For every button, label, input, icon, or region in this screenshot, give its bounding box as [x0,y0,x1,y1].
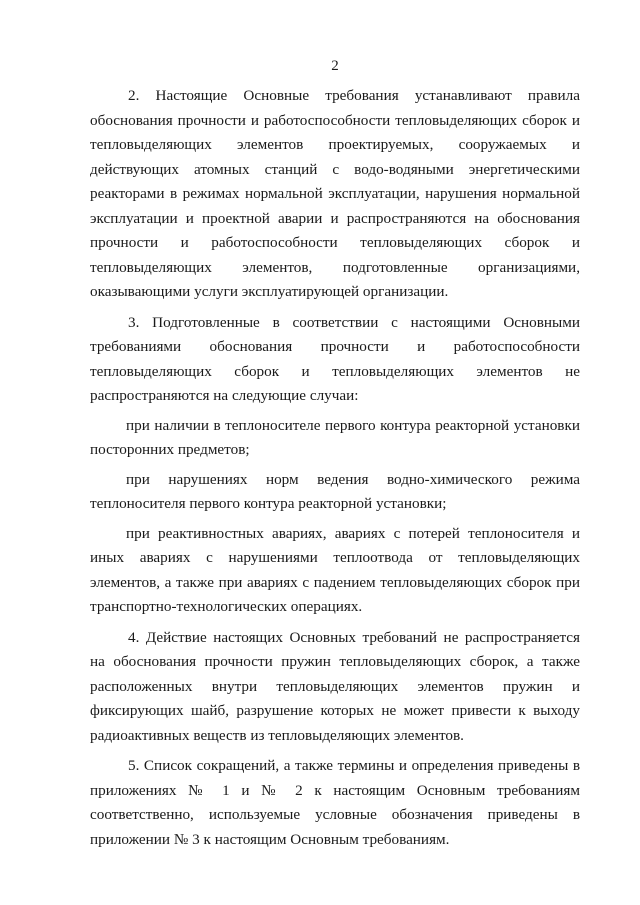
document-body [90,84,580,852]
page-number: 2 [331,58,339,74]
paragraph-4: 4. Действие настоящих Основных требований не распространяется на обоснования прочности пружин тепловыделяющих сборок, а также расположенных внутри тепловыделяющих элементов пружин и фиксирующих шайб, разрушение которых не может привести к выходу радиоактивных веществ из тепловыделяющих элементов. [90,628,580,744]
paragraph-3-case-foreign-objects: при наличии в теплоносителе первого контура реакторной установки посторонних предметов; [90,416,580,458]
paragraph-3-case-accidents: при реактивностных авариях, авариях с потерей теплоносителя и иных авариях с нарушениями теплоотвода от тепловыделяющих элементов, а также при авариях с падением тепловыделяющих сборок при транспортно-технологических операциях. [90,524,580,615]
paragraph-5: 5. Список сокращений, а также термины и определения приведены в приложениях № 1 и № 2 к настоящим Основным требованиям соответственно, используемые условные обозначения приведены в приложении № 3 к настоящим Основным требованиям. [90,757,580,848]
paragraph-3-case-water-chemistry: при нарушениях норм ведения водно-химического режима теплоносителя первого контура реакторной установки; [90,470,580,512]
paragraph-2: 2. Настоящие Основные требования устанавливают правила обоснования прочности и работоспособности тепловыделяющих сборок и тепловыделяющих элементов проектируемых, сооружаемых и действующих атомных станций с водо-водяными энергетическими реакторами в режимах нормальной эксплуатации, нарушения нормальной эксплуатации и проектной аварии и распространяются на обоснования прочности и работоспособности тепловыделяющих сборок и тепловыделяющих элементов, подготовленные организациями, оказывающими услуги эксплуатирующей организации. [90,87,580,300]
paragraph-3: 3. Подготовленные в соответствии с настоящими Основными требованиями обоснования прочности и работоспособности тепловыделяющих сборок и тепловыделяющих элементов не распространяются на следующие случаи: [90,313,580,404]
